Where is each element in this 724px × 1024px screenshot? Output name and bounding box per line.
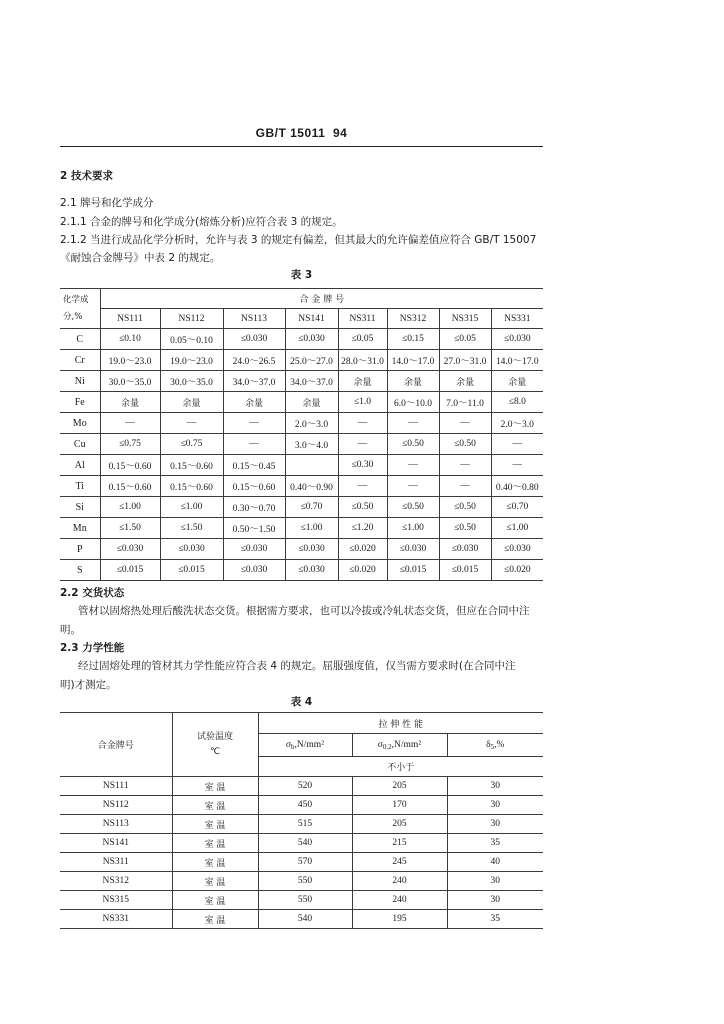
- table4-value-cell: 540: [258, 834, 352, 853]
- table4-value-cell: 40: [447, 853, 543, 872]
- table3-cell: —: [491, 455, 543, 476]
- table4-value-cell: 215: [352, 834, 447, 853]
- table3-cell: ≤0.020: [338, 560, 387, 581]
- section-2-1-title: 2.1 牌号和化学成分: [60, 197, 154, 209]
- table4-temp-cell: 室 温: [172, 815, 258, 834]
- table4-value-cell: 540: [258, 910, 352, 929]
- table4-property-header: [258, 734, 352, 757]
- table3-cell: ≤1.00: [285, 518, 338, 539]
- table3-row: [60, 539, 543, 560]
- table3-element-label: Mo: [60, 413, 100, 434]
- table3-cell: ≤0.05: [439, 329, 491, 350]
- table3-corner-header: [60, 289, 100, 329]
- table3-row: [60, 518, 543, 539]
- table4-value-cell: 245: [352, 853, 447, 872]
- table4-value-cell: 205: [352, 777, 447, 796]
- table3-cell: ≤0.030: [100, 539, 160, 560]
- table3-cell: ≤0.030: [387, 539, 439, 560]
- section-2-3-title: 2.3 力学性能: [60, 642, 125, 654]
- table3-chemical-composition: [60, 288, 543, 581]
- table3-cell: 0.05～0.10: [160, 329, 223, 350]
- table3-cell: ≤0.030: [285, 539, 338, 560]
- table3-cell: 28.0～31.0: [338, 350, 387, 371]
- table3-row: [60, 392, 543, 413]
- table3-cell: [285, 455, 338, 476]
- table3-cell: ≤0.030: [491, 329, 543, 350]
- table3-grade-header: NS331: [491, 309, 543, 329]
- table3-cell: 余量: [160, 392, 223, 413]
- table3-cell: ≤0.50: [387, 434, 439, 455]
- table3-grade-header: NS113: [223, 309, 285, 329]
- table3-cell: ≤1.00: [387, 518, 439, 539]
- table3-cell: 19.0～23.0: [160, 350, 223, 371]
- clause-2-1-2-line1: 2.1.2 当进行成品化学分析时，允许与表 3 的规定有偏差，但其最大的允许偏差值应符合 GB/T 15007: [60, 234, 537, 246]
- table3-cell: —: [223, 413, 285, 434]
- table3-cell: ≤8.0: [491, 392, 543, 413]
- section-2-2-para-line1: 管材以固熔热处理后酸洗状态交货。根据需方要求，也可以冷拔或冷轧状态交货，但应在合同中注: [78, 605, 530, 617]
- table3-row: [60, 560, 543, 581]
- table3-cell: —: [387, 476, 439, 497]
- table3-grade-header: NS315: [439, 309, 491, 329]
- table3-cell: ≤0.030: [491, 539, 543, 560]
- table3-element-label: Cu: [60, 434, 100, 455]
- table4-property-header: [447, 734, 543, 757]
- table3-cell: ≤0.030: [223, 560, 285, 581]
- table3-cell: 3.0～4.0: [285, 434, 338, 455]
- section-2-2-title: 2.2 交货状态: [60, 587, 125, 599]
- table4-value-cell: 35: [447, 834, 543, 853]
- table3-cell: 余量: [338, 371, 387, 392]
- table3-element-label: Si: [60, 497, 100, 518]
- table3-cell: 余量: [100, 392, 160, 413]
- table4-value-cell: 170: [352, 796, 447, 815]
- table3-row: [60, 329, 543, 350]
- table4-temp-cell: 室 温: [172, 834, 258, 853]
- table4-grade-cell: NS331: [60, 910, 172, 929]
- table3-element-label: Fe: [60, 392, 100, 413]
- table3-cell: ≤1.00: [491, 518, 543, 539]
- table3-element-label: P: [60, 539, 100, 560]
- table3-cell: ≤0.75: [100, 434, 160, 455]
- table3-cell: 0.15～0.60: [160, 476, 223, 497]
- table3-cell: —: [439, 476, 491, 497]
- table4-value-cell: 550: [258, 891, 352, 910]
- table4-value-cell: 240: [352, 891, 447, 910]
- table3-cell: ≤1.50: [100, 518, 160, 539]
- table3-cell: 7.0～11.0: [439, 392, 491, 413]
- table3-row: [60, 350, 543, 371]
- table3-row: [60, 497, 543, 518]
- table4-value-cell: 570: [258, 853, 352, 872]
- table3-cell: ≤0.030: [285, 560, 338, 581]
- table3-cell: —: [491, 434, 543, 455]
- table3-cell: —: [338, 476, 387, 497]
- table3-cell: 6.0～10.0: [387, 392, 439, 413]
- table4-value-cell: 30: [447, 777, 543, 796]
- table3-cell: 余量: [491, 371, 543, 392]
- table4-grade-cell: NS113: [60, 815, 172, 834]
- table3-cell: 19.0～23.0: [100, 350, 160, 371]
- table3-cell: 2.0～3.0: [285, 413, 338, 434]
- table3-cell: —: [439, 413, 491, 434]
- table3-cell: 0.15～0.60: [160, 455, 223, 476]
- table4-grade-cell: NS111: [60, 777, 172, 796]
- table3-element-label: Al: [60, 455, 100, 476]
- table3-cell: ≤0.015: [387, 560, 439, 581]
- table3-cell: 余量: [387, 371, 439, 392]
- table4-value-cell: 30: [447, 815, 543, 834]
- table4-header-row-1: [60, 713, 543, 734]
- table3-cell: —: [387, 455, 439, 476]
- table3-cell: ≤0.75: [160, 434, 223, 455]
- table3-cell: 24.0～26.5: [223, 350, 285, 371]
- table4-property-subscript: 0.2: [382, 742, 392, 751]
- table4-temp-cell: 室 温: [172, 891, 258, 910]
- table3-row: [60, 434, 543, 455]
- table4-row: [60, 891, 543, 910]
- table4-value-cell: 195: [352, 910, 447, 929]
- table4-row: [60, 910, 543, 929]
- table3-cell: 0.15～0.60: [100, 455, 160, 476]
- table4-group-header: 拉 伸 性 能: [258, 713, 543, 734]
- section-2-2-para-line2: 明。: [60, 624, 81, 636]
- table3-grade-header: NS312: [387, 309, 439, 329]
- table3-cell: —: [223, 434, 285, 455]
- table3-cell: ≤1.20: [338, 518, 387, 539]
- table4-temp-cell: 室 温: [172, 796, 258, 815]
- table3-cell: ≤0.020: [491, 560, 543, 581]
- table3-cell: ≤0.05: [338, 329, 387, 350]
- table3-cell: ≤0.50: [387, 497, 439, 518]
- table3-element-label: Ti: [60, 476, 100, 497]
- table3-cell: ≤0.30: [338, 455, 387, 476]
- table4-temp-cell: 室 温: [172, 872, 258, 891]
- table4-value-cell: 30: [447, 872, 543, 891]
- table4-property-unit: ,%: [494, 739, 505, 750]
- table3-cell: 0.15～0.45: [223, 455, 285, 476]
- table4-value-cell: 30: [447, 796, 543, 815]
- table3-cell: 0.15～0.60: [100, 476, 160, 497]
- table3-cell: ≤1.0: [338, 392, 387, 413]
- table4-value-cell: 240: [352, 872, 447, 891]
- table3-element-label: Ni: [60, 371, 100, 392]
- table3-grade-header: NS141: [285, 309, 338, 329]
- table3-cell: ≤0.030: [439, 539, 491, 560]
- table3-cell: ≤0.50: [338, 497, 387, 518]
- table4-property-symbol: σ: [285, 739, 292, 750]
- table4-grade-cell: NS315: [60, 891, 172, 910]
- table3-row: [60, 371, 543, 392]
- table3-caption: 表 3: [290, 269, 313, 281]
- table4-property-unit: ,N/mm²: [391, 739, 422, 750]
- table3-cell: ≤0.030: [223, 329, 285, 350]
- standard-code-header: GB/T 15011 94: [255, 126, 348, 140]
- clause-2-1-2-line2: 《耐蚀合金牌号》中表 2 的规定。: [60, 252, 221, 264]
- table3-header-row: [60, 289, 543, 309]
- table3-cell: ≤0.030: [223, 539, 285, 560]
- table3-cell: ≤0.030: [285, 329, 338, 350]
- table4-value-cell: 550: [258, 872, 352, 891]
- table3-cell: ≤0.015: [100, 560, 160, 581]
- table4-grade-header: 合金牌号: [60, 713, 172, 777]
- table3-grade-header: NS311: [338, 309, 387, 329]
- table3-cell: ≤0.50: [439, 434, 491, 455]
- table4-value-cell: 520: [258, 777, 352, 796]
- table3-cell: 余量: [439, 371, 491, 392]
- table3-cell: 30.0～35.0: [100, 371, 160, 392]
- table3-cell: ≤0.50: [439, 497, 491, 518]
- table3-row: [60, 413, 543, 434]
- table3-cell: 34.0～37.0: [223, 371, 285, 392]
- table3-element-label: C: [60, 329, 100, 350]
- table3-element-label: Mn: [60, 518, 100, 539]
- table3-cell: 34.0～37.0: [285, 371, 338, 392]
- table4-grade-cell: NS141: [60, 834, 172, 853]
- table3-cell: ≤0.10: [100, 329, 160, 350]
- clause-2-1-1: 2.1.1 合金的牌号和化学成分(熔炼分析)应符合表 3 的规定。: [60, 216, 343, 228]
- table4-row: [60, 815, 543, 834]
- table3-cell: ≤0.70: [491, 497, 543, 518]
- table3-cell: —: [338, 413, 387, 434]
- table3-cell: —: [100, 413, 160, 434]
- table3-grade-row: [60, 309, 543, 329]
- table4-row: [60, 853, 543, 872]
- table4-property-header: [352, 734, 447, 757]
- table3-cell: ≤1.00: [160, 497, 223, 518]
- table3-cell: —: [160, 413, 223, 434]
- section-2-title: 2 技术要求: [60, 170, 113, 182]
- table3-cell: ≤1.00: [100, 497, 160, 518]
- table3-cell: 14.0～17.0: [491, 350, 543, 371]
- table3-cell: 27.0～31.0: [439, 350, 491, 371]
- table3-cell: 30.0～35.0: [160, 371, 223, 392]
- table4-temp-cell: 室 温: [172, 777, 258, 796]
- table4-row: [60, 796, 543, 815]
- table3-row: [60, 455, 543, 476]
- table4-property-symbol: δ: [486, 739, 491, 750]
- table4-property-symbol: σ: [377, 739, 383, 750]
- table4-value-cell: 30: [447, 891, 543, 910]
- table3-cell: —: [387, 413, 439, 434]
- table3-cell: ≤0.15: [387, 329, 439, 350]
- table3-cell: 0.40～0.80: [491, 476, 543, 497]
- table3-cell: ≤0.030: [160, 539, 223, 560]
- header-rule: [60, 146, 543, 147]
- table4-row: [60, 834, 543, 853]
- table3-cell: ≤0.015: [439, 560, 491, 581]
- table4-value-cell: 35: [447, 910, 543, 929]
- table3-corner-line2: 分,%: [63, 311, 83, 322]
- table3-cell: ≤1.50: [160, 518, 223, 539]
- table3-grade-header: NS111: [100, 309, 160, 329]
- table3-group-header: 合 金 牌 号: [100, 289, 543, 309]
- table4-value-cell: 450: [258, 796, 352, 815]
- table3-cell: 25.0～27.0: [285, 350, 338, 371]
- table4-grade-cell: NS112: [60, 796, 172, 815]
- section-2-3-para-line2: 明)才测定。: [60, 679, 117, 691]
- table4-row: [60, 872, 543, 891]
- table3-corner-line1: 化学成: [63, 294, 89, 305]
- table4-mechanical-properties: [60, 712, 543, 929]
- table4-min-note: 不小于: [258, 757, 543, 777]
- table3-cell: ≤0.020: [338, 539, 387, 560]
- table4-property-unit: ,N/mm²: [294, 739, 325, 750]
- table4-property-subscript: 5: [490, 742, 495, 751]
- table3-cell: —: [439, 455, 491, 476]
- table3-cell: —: [338, 434, 387, 455]
- table4-grade-cell: NS312: [60, 872, 172, 891]
- table4-value-cell: 205: [352, 815, 447, 834]
- table3-cell: 0.30～0.70: [223, 497, 285, 518]
- table3-cell: 0.40～0.90: [285, 476, 338, 497]
- table3-cell: 余量: [285, 392, 338, 413]
- table3-cell: 余量: [223, 392, 285, 413]
- table4-row: [60, 777, 543, 796]
- table3-cell: 2.0～3.0: [491, 413, 543, 434]
- table3-element-label: S: [60, 560, 100, 581]
- section-2-3-para-line1: 经过固熔处理的管材其力学性能应符合表 4 的规定。屈服强度值，仅当需方要求时(在合同中注: [78, 660, 516, 672]
- table3-cell: ≤0.70: [285, 497, 338, 518]
- table4-value-cell: 515: [258, 815, 352, 834]
- table3-element-label: Cr: [60, 350, 100, 371]
- table4-temp-header: [172, 713, 258, 777]
- table4-temp-unit: ℃: [209, 746, 221, 757]
- table3-grade-header: NS112: [160, 309, 223, 329]
- table4-temp-cell: 室 温: [172, 910, 258, 929]
- table4-grade-cell: NS311: [60, 853, 172, 872]
- table3-row: [60, 476, 543, 497]
- table3-cell: ≤0.015: [160, 560, 223, 581]
- table4-property-subscript: b: [291, 742, 295, 751]
- table3-cell: 14.0～17.0: [387, 350, 439, 371]
- table3-cell: ≤0.50: [439, 518, 491, 539]
- table4-temp-cell: 室 温: [172, 853, 258, 872]
- table4-temp-label: 试验温度: [196, 731, 233, 742]
- table3-cell: 0.50～1.50: [223, 518, 285, 539]
- table4-caption: 表 4: [290, 696, 313, 708]
- table3-cell: 0.15～0.60: [223, 476, 285, 497]
